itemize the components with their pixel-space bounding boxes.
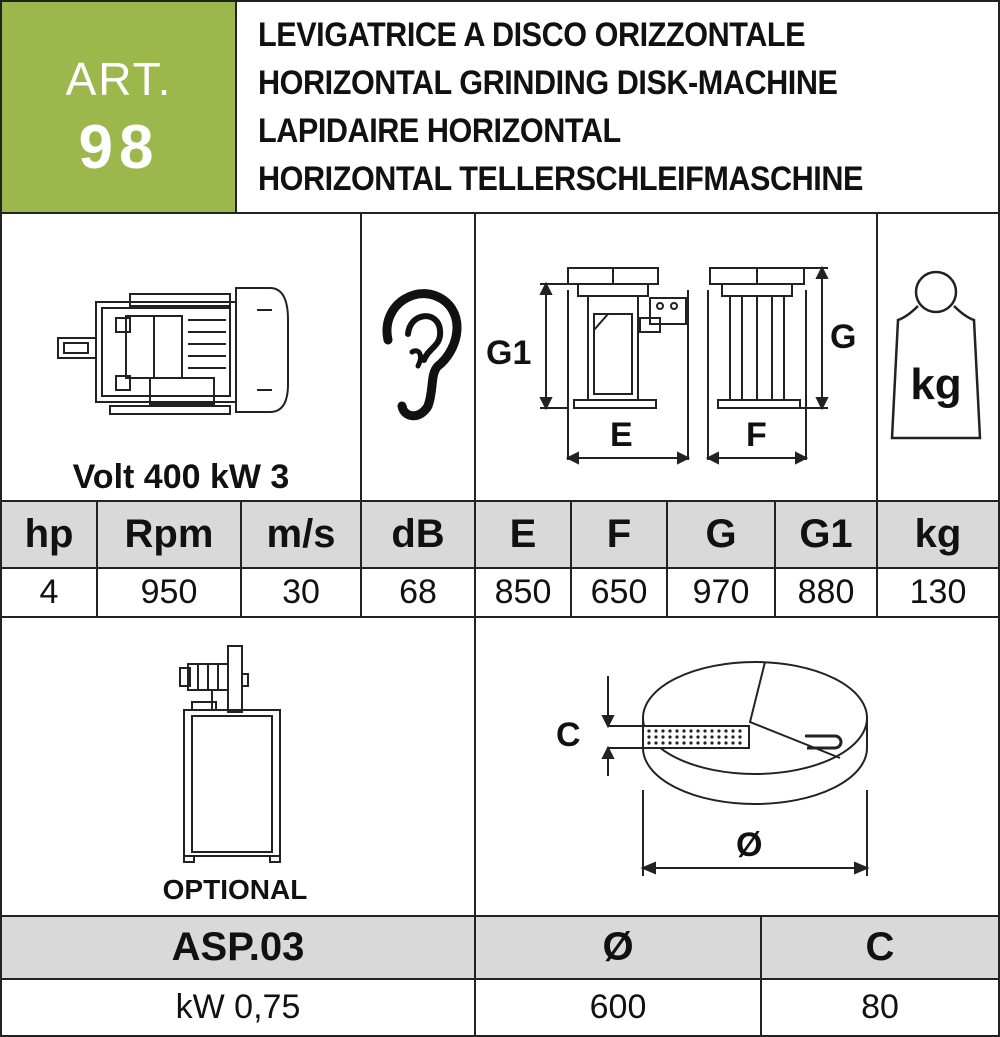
article-label: ART. (65, 53, 173, 105)
disk-diagram (550, 640, 880, 880)
spec-header-g1: G1 (776, 502, 876, 567)
label-g: G (830, 318, 857, 356)
spec-header-e: E (476, 502, 570, 567)
label-g1: G1 (486, 334, 532, 372)
label-f: F (746, 416, 767, 454)
spec-header-db: dB (362, 502, 474, 567)
accessory-value-power: kW 0,75 (175, 988, 301, 1026)
spec-header-ms: m/s (242, 502, 360, 567)
title-italian: LEVIGATRICE A DISCO ORIZZONTALE (258, 16, 806, 54)
article-number: 98 (78, 113, 160, 182)
spec-header-hp: hp (2, 502, 96, 567)
label-e: E (610, 416, 633, 454)
accessory-value-c: 80 (861, 988, 899, 1026)
spec-value-g1: 880 (797, 573, 855, 611)
spec-header-f: F (572, 502, 666, 567)
accessory-header-diameter: Ø (476, 917, 760, 978)
spec-value-db: 68 (399, 573, 437, 611)
weight-label: kg (910, 360, 962, 409)
spec-value-e: 850 (494, 573, 552, 611)
spec-header-g: G (668, 502, 774, 567)
spec-value-rpm: 950 (140, 573, 198, 611)
label-c: C (556, 716, 581, 754)
spec-header-rpm: Rpm (98, 502, 240, 567)
title-german: HORIZONTAL TELLERSCHLEIFMASCHINE (258, 160, 863, 198)
spec-value-ms: 30 (282, 573, 320, 611)
title-french: LAPIDAIRE HORIZONTAL (258, 112, 621, 150)
spec-header-kg: kg (878, 502, 998, 567)
title-english: HORIZONTAL GRINDING DISK-MACHINE (258, 64, 838, 102)
spec-value-g: 970 (692, 573, 750, 611)
accessory-value-diameter: 600 (589, 988, 647, 1026)
weight-icon (890, 268, 982, 444)
motor-icon (50, 280, 290, 420)
machine-dimension-diagram (480, 260, 870, 470)
motor-caption: Volt 400 kW 3 (72, 458, 290, 496)
label-diameter: Ø (736, 826, 763, 864)
optional-caption: OPTIONAL (162, 874, 308, 905)
spec-value-hp: 4 (39, 573, 59, 611)
spec-value-kg: 130 (909, 573, 967, 611)
ear-icon (372, 282, 464, 422)
accessory-header-model: ASP.03 (2, 917, 474, 978)
optional-stand-drawing (170, 644, 290, 866)
spec-value-f: 650 (590, 573, 648, 611)
accessory-header-c: C (762, 917, 998, 978)
